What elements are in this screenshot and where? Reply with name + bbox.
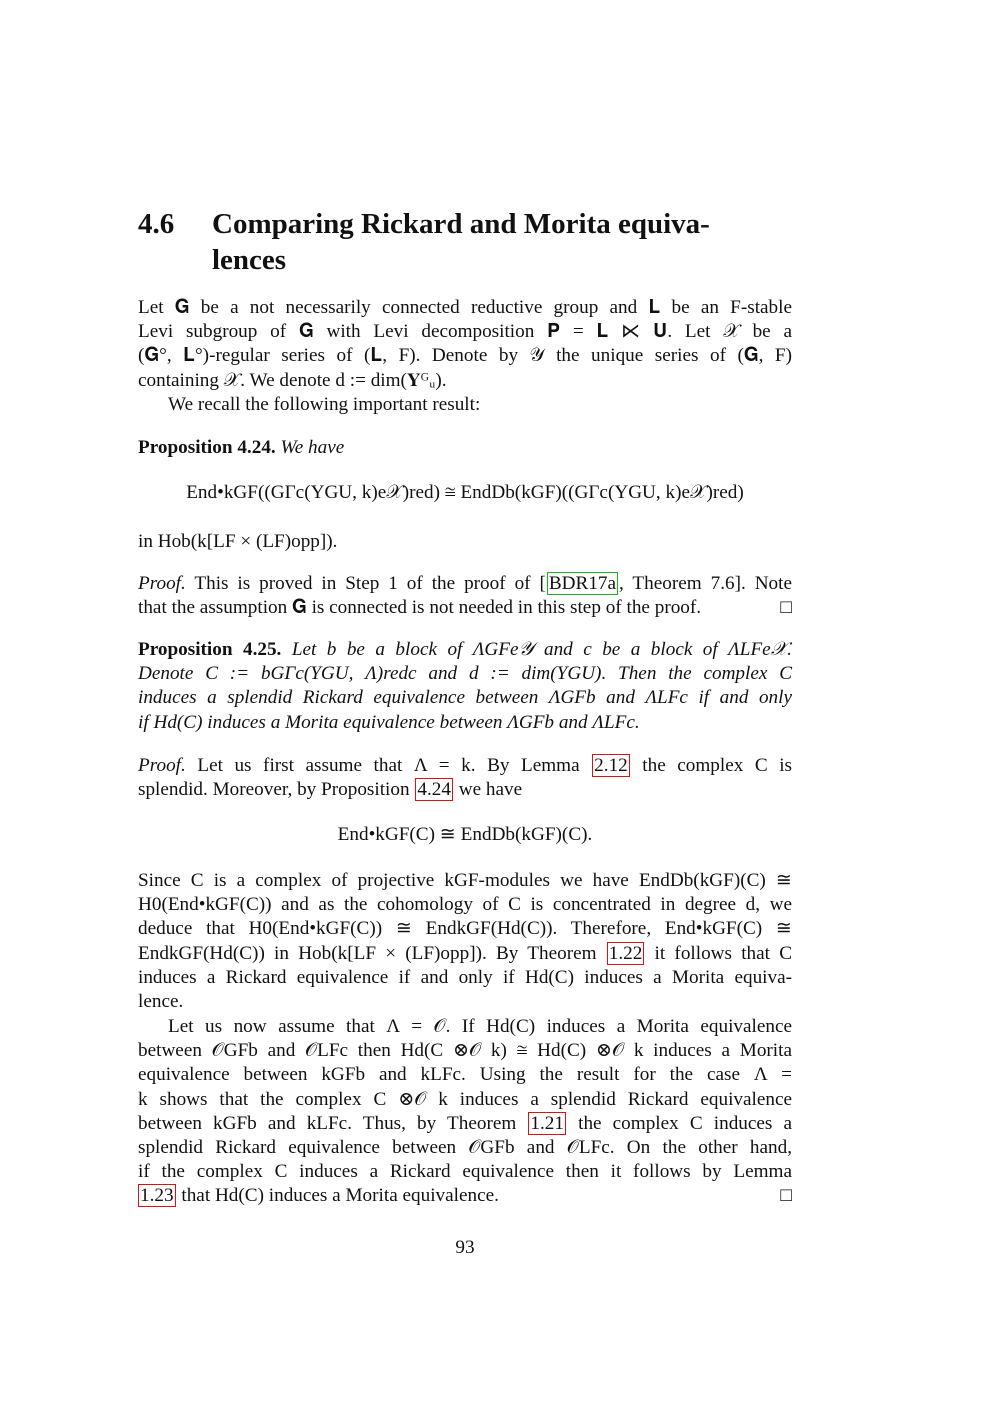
- proof-label: Proof.: [138, 573, 186, 594]
- proof-4-25-paragraph-1: [138, 754, 792, 802]
- proof-text: if the complex C induces a Rickard equivalence then it follows by Lemma: [138, 1161, 792, 1183]
- proof-text: deduce that H0(End•kGF(C)) ≅ EndkGF(Hd(C)). Therefore, End•kGF(C) ≅: [138, 918, 792, 940]
- proof-text: EndkGF(Hd(C)) in Hob(k[LF × (LF)opp]). By Theorem: [138, 942, 597, 964]
- intro-line: (𝐆°, 𝐋°)-regular series of (𝐋, F). Denote by 𝒴 the unique series of (𝐆, F): [138, 345, 792, 367]
- proof-text: it follows that C: [654, 942, 792, 964]
- equation-context: in Hob(k[LF × (LF)opp]).: [138, 531, 338, 552]
- intro-line: Levi subgroup of 𝐆 with Levi decomposition 𝐏 = 𝐋 ⋉ 𝐔. Let 𝒳 be a: [138, 321, 792, 343]
- proposition-text: Let b be a block of ΛGFe𝒴 and c be a block of ΛLFe𝒳.: [291, 639, 792, 660]
- proof-text: between 𝒪GFb and 𝒪LFc then Hd(C ⊗𝒪 k) ≅ Hd(C) ⊗𝒪 k induces a Morita: [138, 1040, 792, 1062]
- proof-text: , Theorem 7.6]. Note: [619, 573, 792, 594]
- display-equation: End•kGF(C) ≅ EndDb(kGF)(C).: [337, 824, 593, 845]
- proof-label: Proof.: [138, 755, 186, 776]
- ref-lemma-2-12[interactable]: 2.12: [594, 755, 628, 776]
- proof-4-25-paragraph-3: [138, 1015, 792, 1209]
- proof-text: Since C is a complex of projective kGF-modules we have EndDb(kGF)(C) ≅: [138, 870, 792, 891]
- proof-text: that the assumption 𝐆 is connected is not needed in this step of the proof.: [138, 597, 702, 619]
- proof-text: we have: [458, 779, 523, 801]
- ref-proposition-4-24[interactable]: 4.24: [417, 779, 451, 801]
- section-number: 4.6: [138, 208, 175, 240]
- qed-symbol: □: [780, 597, 792, 619]
- proposition-statement: We have: [280, 437, 345, 458]
- proof-text: splendid. Moreover, by Proposition: [138, 779, 410, 801]
- proof-text: that Hd(C) induces a Morita equivalence.: [181, 1185, 499, 1207]
- proof-text: Let us now assume that Λ = 𝒪. If Hd(C) induces a Morita equivalence: [168, 1016, 792, 1037]
- ref-theorem-1-22[interactable]: 1.22: [608, 942, 643, 964]
- qed-symbol: □: [780, 1185, 792, 1207]
- intro-line: Let 𝐆 be a not necessarily connected reductive group and 𝐋 be an F-stable: [138, 297, 792, 318]
- proof-text: the complex C induces a: [578, 1112, 793, 1134]
- proof-4-24: [138, 572, 792, 620]
- proof-text: the complex C is: [642, 755, 793, 776]
- proposition-text: Denote C := bGΓc(YGU, Λ)redc and d := dim(YGU). Then the complex C: [138, 663, 792, 685]
- proposition-4-24-after: [138, 530, 792, 554]
- section-title-line1: Comparing Rickard and Morita equiva-: [212, 208, 710, 240]
- proof-text: splendid Rickard equivalence between 𝒪GFb and 𝒪LFc. On the other hand,: [138, 1137, 792, 1159]
- proof-text: This is proved in Step 1 of the proof of [: [194, 573, 546, 594]
- intro-paragraph: [138, 296, 792, 417]
- page-number: 93: [455, 1237, 475, 1258]
- proof-text: induces a Rickard equivalence if and only if Hd(C) induces a Morita equiva-: [138, 966, 792, 988]
- section-title-line2: lences: [212, 244, 287, 276]
- proposition-4-25: [138, 638, 792, 735]
- display-equation: End•kGF((GΓc(YGU, k)e𝒳)red) ≅ EndDb(kGF)((GΓc(YGU, k)e𝒳)red): [186, 482, 744, 503]
- proof-text: lence.: [138, 991, 184, 1013]
- proof-text: H0(End•kGF(C)) and as the cohomology of C is concentrated in degree d, we: [138, 894, 792, 916]
- proof-text: between kGFb and kLFc. Thus, by Theorem: [138, 1112, 517, 1134]
- intro-recall: We recall the following important result:: [168, 393, 481, 415]
- proof-text: Let us first assume that Λ = k. By Lemma: [197, 755, 580, 776]
- proposition-4-24: [138, 436, 792, 460]
- citation-link[interactable]: BDR17a: [548, 573, 617, 594]
- section-heading: [138, 206, 792, 278]
- proposition-label: Proposition 4.25.: [138, 639, 282, 660]
- proof-4-25-display: [138, 823, 792, 847]
- proof-text: equivalence between kGFb and kLFc. Using the result for the case Λ =: [138, 1064, 792, 1086]
- proof-text: k shows that the complex C ⊗𝒪 k induces a splendid Rickard equivalence: [138, 1088, 792, 1110]
- proposition-text: induces a splendid Rickard equivalence between ΛGFb and ΛLFc if and only: [138, 687, 792, 709]
- proposition-text: if Hd(C) induces a Morita equivalence between ΛGFb and ΛLFc.: [138, 711, 640, 733]
- intro-last-line: containing 𝒳. We denote d := dim(𝐘ᴳᵤ).: [138, 369, 447, 391]
- ref-lemma-1-23[interactable]: 1.23: [140, 1185, 174, 1207]
- proposition-label: Proposition 4.24.: [138, 437, 276, 458]
- proof-4-25-paragraph-2: [138, 869, 792, 1014]
- ref-theorem-1-21[interactable]: 1.21: [530, 1112, 564, 1134]
- proposition-4-24-display: [138, 481, 792, 505]
